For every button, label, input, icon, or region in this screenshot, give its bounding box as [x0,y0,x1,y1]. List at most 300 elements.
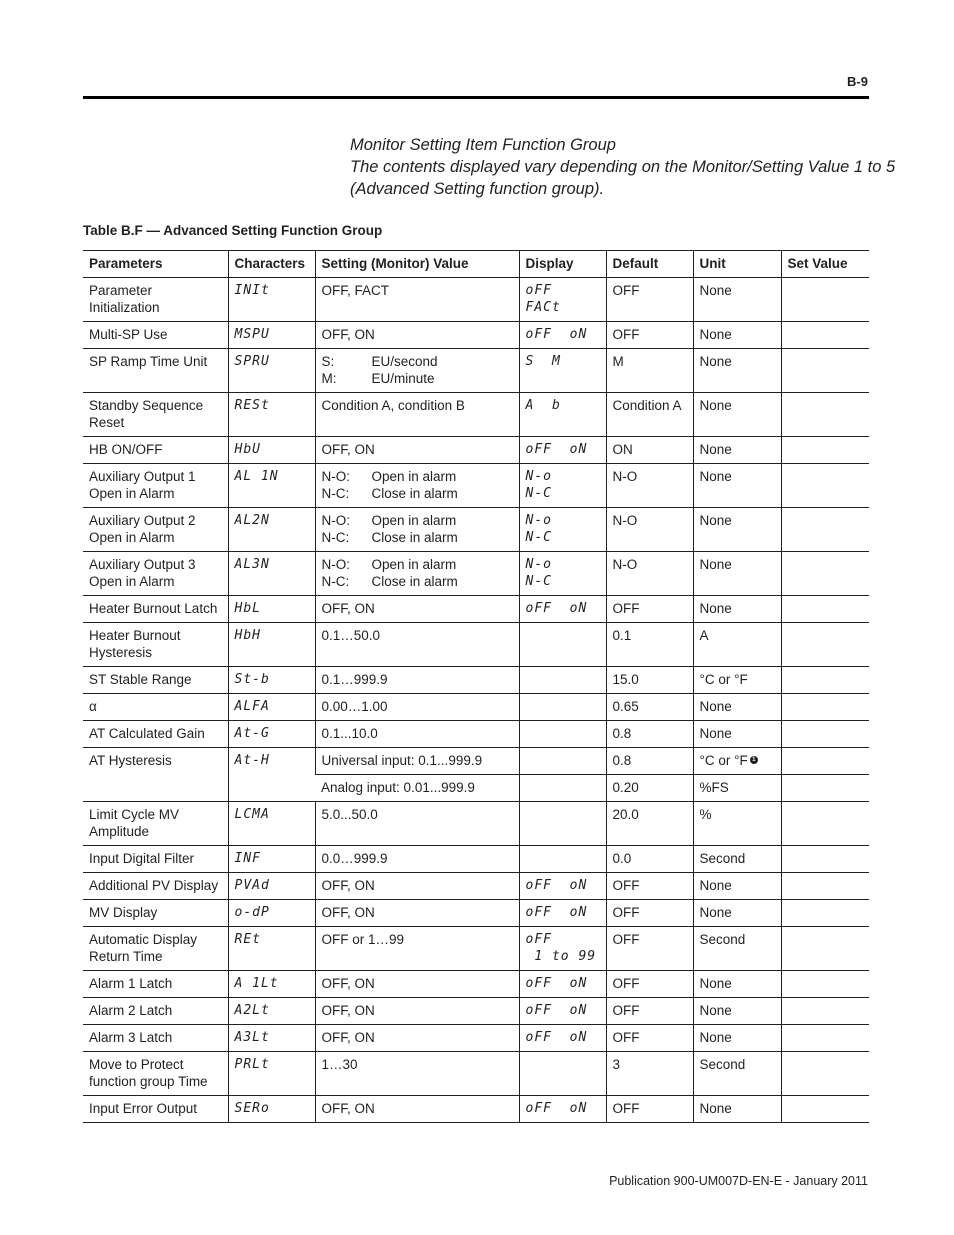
setting-option-meaning: Close in alarm [371,530,458,545]
unit-value: None [699,283,732,298]
display-cell [519,393,606,437]
parameter-cell [83,873,228,900]
default-value: 20.0 [612,807,639,822]
set-value-cell [781,846,869,873]
characters-cell [228,667,315,694]
segment-display: S M [525,354,561,369]
default-cell [606,322,693,349]
unit-value: °C or °F [699,672,748,687]
set-value-cell [781,437,869,464]
setting-option-code: N-C: [321,486,350,501]
unit-cell [693,278,781,322]
setting-cell [315,1052,519,1096]
default-cell [606,437,693,464]
setting-option [322,370,513,387]
intro-line-3: (Advanced Setting function group). [350,180,605,198]
segment-display: oFF oN [525,1101,588,1116]
setting-option [322,468,513,485]
display-cell [519,900,606,927]
parameter-name: Reset [89,415,125,430]
segment-characters: REt [234,932,261,947]
parameter-name: Alarm 2 Latch [89,1003,173,1018]
unit-cell [693,900,781,927]
setting-cell [315,552,519,596]
unit-cell [693,393,781,437]
setting-option [322,556,513,573]
parameter-cell [83,900,228,927]
unit-value: None [699,699,732,714]
characters-cell [228,1025,315,1052]
setting-cell [315,900,519,927]
table-row [83,322,869,349]
col-header-unit: Unit [693,251,781,278]
table-row [83,721,869,748]
parameter-cell [83,393,228,437]
setting-cell [315,927,519,971]
unit-value: None [699,601,732,616]
default-cell [606,694,693,721]
set-value-cell [781,900,869,927]
parameter-name: α [89,699,97,714]
setting-value: 1…30 [321,1057,358,1072]
parameter-name: Open in Alarm [89,530,175,545]
parameter-name: ST Stable Range [89,672,192,687]
default-cell [606,873,693,900]
setting-value: OFF, ON [321,327,375,342]
parameter-cell [83,927,228,971]
unit-value: None [699,1101,732,1116]
segment-characters: SPRU [234,354,270,369]
default-value: M [612,354,624,369]
unit-cell [693,873,781,900]
default-value: OFF [612,976,640,991]
default-value: 0.0 [612,851,632,866]
table-row [83,552,869,596]
default-value: 15.0 [612,672,639,687]
default-value: ON [612,442,633,457]
parameter-cell [83,552,228,596]
setting-option-meaning: Close in alarm [371,574,458,589]
default-value: N-O [612,513,638,528]
default-cell [606,278,693,322]
set-value-cell [781,971,869,998]
setting-cell [315,596,519,623]
setting-value: 5.0...50.0 [321,807,378,822]
setting-cell [315,1025,519,1052]
set-value-cell [781,927,869,971]
setting-option [322,573,513,590]
default-value: Condition A [612,398,682,413]
setting-cell [315,623,519,667]
segment-characters: PVAd [234,878,270,893]
setting-value: Condition A, condition B [321,398,465,413]
setting-option [322,353,513,370]
default-value: OFF [612,1101,640,1116]
table-row [83,971,869,998]
parameter-cell [83,721,228,748]
setting-cell [315,971,519,998]
set-value-cell [781,464,869,508]
advanced-setting-table [83,250,869,1123]
parameter-name: HB ON/OFF [89,442,163,457]
parameter-name: MV Display [89,905,158,920]
unit-value: A [699,628,709,643]
default-value: OFF [612,1030,640,1045]
table-row [83,596,869,623]
parameter-cell [83,694,228,721]
segment-characters: AL2N [234,513,270,528]
parameter-name: SP Ramp Time Unit [89,354,208,369]
setting-value: OFF, ON [321,601,375,616]
setting-option [322,512,513,529]
parameter-cell [83,846,228,873]
parameter-name: Auxiliary Output 1 [89,469,196,484]
col-header-parameters: Parameters [83,251,228,278]
table-row [83,1096,869,1123]
display-cell [519,552,606,596]
segment-characters: LCMA [234,807,270,822]
setting-option-code: N-O: [321,557,350,572]
col-header-default: Default [606,251,693,278]
default-cell [606,927,693,971]
characters-cell [228,1052,315,1096]
characters-cell [228,873,315,900]
table-row [83,1025,869,1052]
unit-value: None [699,878,732,893]
parameter-name: Heater Burnout [89,628,181,643]
segment-characters: RESt [234,398,270,413]
setting-value: OFF or 1…99 [321,932,405,947]
set-value-cell [781,802,869,846]
table-row [83,349,869,393]
set-value-cell [781,1025,869,1052]
segment-display: N-o [525,557,552,572]
segment-characters: INF [234,851,261,866]
segment-display: N-C [525,486,552,501]
set-value-cell [781,775,869,802]
setting-cell [315,437,519,464]
display-cell [519,667,606,694]
set-value-cell [781,873,869,900]
unit-cell [693,1096,781,1123]
setting-value: Universal input: 0.1...999.9 [321,753,483,768]
set-value-cell [781,694,869,721]
unit-value: %FS [699,780,729,795]
display-cell [519,721,606,748]
segment-display: oFF oN [525,601,588,616]
setting-cell [315,748,519,775]
unit-cell [693,846,781,873]
unit-cell [693,775,781,802]
set-value-cell [781,623,869,667]
setting-cell [315,667,519,694]
segment-display: N-o [525,513,552,528]
parameter-name: AT Hysteresis [89,753,172,768]
unit-cell [693,464,781,508]
display-cell [519,775,606,802]
parameter-name: Limit Cycle MV [89,807,180,822]
setting-value: OFF, ON [321,905,375,920]
set-value-cell [781,349,869,393]
table-row [83,1052,869,1096]
default-cell [606,1025,693,1052]
default-cell [606,393,693,437]
parameter-name: Return Time [89,949,163,964]
unit-value: None [699,976,732,991]
parameter-cell [83,508,228,552]
display-cell [519,927,606,971]
display-cell [519,322,606,349]
unit-value: °C or °F [699,753,748,768]
setting-value: OFF, ON [321,878,375,893]
setting-value: OFF, ON [321,976,375,991]
display-cell [519,873,606,900]
set-value-cell [781,508,869,552]
default-cell [606,1052,693,1096]
default-cell [606,596,693,623]
display-cell [519,998,606,1025]
unit-value: None [699,442,732,457]
parameter-name: Move to Protect [89,1057,184,1072]
table-row [83,437,869,464]
col-header-set-value: Set Value [781,251,869,278]
segment-characters: St-b [234,672,270,687]
segment-characters: AL3N [234,557,270,572]
table-title: Table B.F — Advanced Setting Function Group [83,223,383,238]
intro-line-2: The contents displayed vary depending on the Monitor/Setting Value 1 to 5 [350,158,896,176]
setting-option-meaning: Close in alarm [371,486,458,501]
unit-cell [693,971,781,998]
display-cell [519,508,606,552]
characters-cell [228,596,315,623]
table-row [83,998,869,1025]
parameter-name: Automatic Display [89,932,198,947]
set-value-cell [781,667,869,694]
characters-cell [228,998,315,1025]
unit-value: None [699,327,732,342]
unit-cell [693,322,781,349]
unit-value: None [699,513,732,528]
table-row [83,623,869,667]
unit-value: Second [699,851,746,866]
setting-cell [315,322,519,349]
parameter-name: Auxiliary Output 3 [89,557,196,572]
setting-cell [315,393,519,437]
setting-cell [315,775,519,802]
default-cell [606,1096,693,1123]
table-body [83,278,869,1123]
setting-value: OFF, ON [321,1003,375,1018]
setting-option-meaning: Open in alarm [371,513,457,528]
characters-cell [228,748,315,802]
setting-value: 0.0…999.9 [321,851,388,866]
unit-value: Second [699,932,746,947]
characters-cell [228,802,315,846]
parameter-cell [83,437,228,464]
setting-cell [315,349,519,393]
default-cell [606,552,693,596]
display-cell [519,748,606,775]
parameter-name: Heater Burnout Latch [89,601,218,616]
parameter-cell [83,596,228,623]
unit-value: None [699,354,732,369]
parameter-name: Input Digital Filter [89,851,195,866]
unit-cell [693,623,781,667]
table-row [83,873,869,900]
display-cell [519,1052,606,1096]
parameter-name: Alarm 1 Latch [89,976,173,991]
segment-display: N-C [525,574,552,589]
setting-value: 0.1…50.0 [321,628,381,643]
segment-display: oFF oN [525,442,588,457]
parameter-cell [83,322,228,349]
characters-cell [228,393,315,437]
parameter-cell [83,278,228,322]
default-value: 0.8 [612,753,632,768]
unit-cell [693,998,781,1025]
setting-value: Analog input: 0.01...999.9 [321,780,475,795]
table-row [83,393,869,437]
unit-value: None [699,557,732,572]
parameter-cell [83,667,228,694]
default-value: N-O [612,469,638,484]
setting-cell [315,508,519,552]
display-cell [519,694,606,721]
segment-characters: ALFA [234,699,270,714]
segment-characters: HbU [234,442,261,457]
unit-cell [693,748,781,775]
default-cell [606,349,693,393]
set-value-cell [781,1096,869,1123]
setting-cell [315,278,519,322]
default-value: 0.1 [612,628,632,643]
table-row [83,802,869,846]
segment-characters: A 1Lt [234,976,279,991]
default-value: OFF [612,283,640,298]
characters-cell [228,278,315,322]
default-cell [606,846,693,873]
page-number: B-9 [847,74,868,89]
default-value: OFF [612,1003,640,1018]
col-header-characters: Characters [228,251,315,278]
unit-value: None [699,905,732,920]
characters-cell [228,464,315,508]
default-cell [606,775,693,802]
segment-display: oFF oN [525,327,588,342]
segment-characters: MSPU [234,327,270,342]
segment-display: oFF oN [525,976,588,991]
setting-cell [315,464,519,508]
unit-cell [693,694,781,721]
characters-cell [228,623,315,667]
set-value-cell [781,748,869,775]
default-cell [606,971,693,998]
display-cell [519,437,606,464]
unit-cell [693,349,781,393]
setting-option-code: N-C: [321,574,350,589]
intro-line-1: Monitor Setting Item Function Group [350,136,616,154]
segment-display: oFF [525,932,552,947]
characters-cell [228,971,315,998]
parameter-cell [83,464,228,508]
setting-cell [315,694,519,721]
parameter-name: AT Calculated Gain [89,726,205,741]
parameter-cell [83,748,228,802]
default-cell [606,998,693,1025]
parameter-name: Additional PV Display [89,878,219,893]
parameter-name: Open in Alarm [89,486,175,501]
display-cell [519,1096,606,1123]
unit-value: Second [699,1057,746,1072]
default-value: 0.20 [612,780,639,795]
segment-characters: At-G [234,726,270,741]
characters-cell [228,349,315,393]
display-cell [519,278,606,322]
unit-value: None [699,726,732,741]
setting-value: 0.1...10.0 [321,726,378,741]
display-cell [519,971,606,998]
default-cell [606,802,693,846]
table-row [83,508,869,552]
unit-value: None [699,1030,732,1045]
setting-option [322,529,513,546]
setting-value: OFF, ON [321,1101,375,1116]
default-value: OFF [612,601,640,616]
setting-cell [315,846,519,873]
display-cell [519,464,606,508]
parameter-name: Amplitude [89,824,150,839]
default-value: N-O [612,557,638,572]
default-value: OFF [612,905,640,920]
table-row [83,278,869,322]
parameter-name: Auxiliary Output 2 [89,513,196,528]
unit-value: None [699,469,732,484]
table-row [83,464,869,508]
display-cell [519,596,606,623]
setting-cell [315,998,519,1025]
default-cell [606,508,693,552]
setting-option-meaning: Open in alarm [371,557,457,572]
footnote-marker: 1 [750,756,758,764]
parameter-cell [83,998,228,1025]
unit-cell [693,596,781,623]
segment-display: oFF oN [525,1030,588,1045]
header-row [83,251,869,278]
parameter-cell [83,623,228,667]
setting-option-meaning: EU/minute [371,371,435,386]
segment-characters: PRLt [234,1057,270,1072]
parameter-name: Multi-SP Use [89,327,168,342]
unit-cell [693,802,781,846]
characters-cell [228,1096,315,1123]
setting-value: OFF, ON [321,442,375,457]
characters-cell [228,721,315,748]
set-value-cell [781,596,869,623]
setting-option-code: N-C: [321,530,350,545]
parameter-cell [83,971,228,998]
unit-value: None [699,1003,732,1018]
setting-option-code: N-O: [321,513,350,528]
display-cell [519,1025,606,1052]
unit-cell [693,1052,781,1096]
setting-option-code: N-O: [321,469,350,484]
unit-cell [693,667,781,694]
characters-cell [228,437,315,464]
col-header-display: Display [519,251,606,278]
setting-cell [315,1096,519,1123]
set-value-cell [781,278,869,322]
display-cell [519,349,606,393]
